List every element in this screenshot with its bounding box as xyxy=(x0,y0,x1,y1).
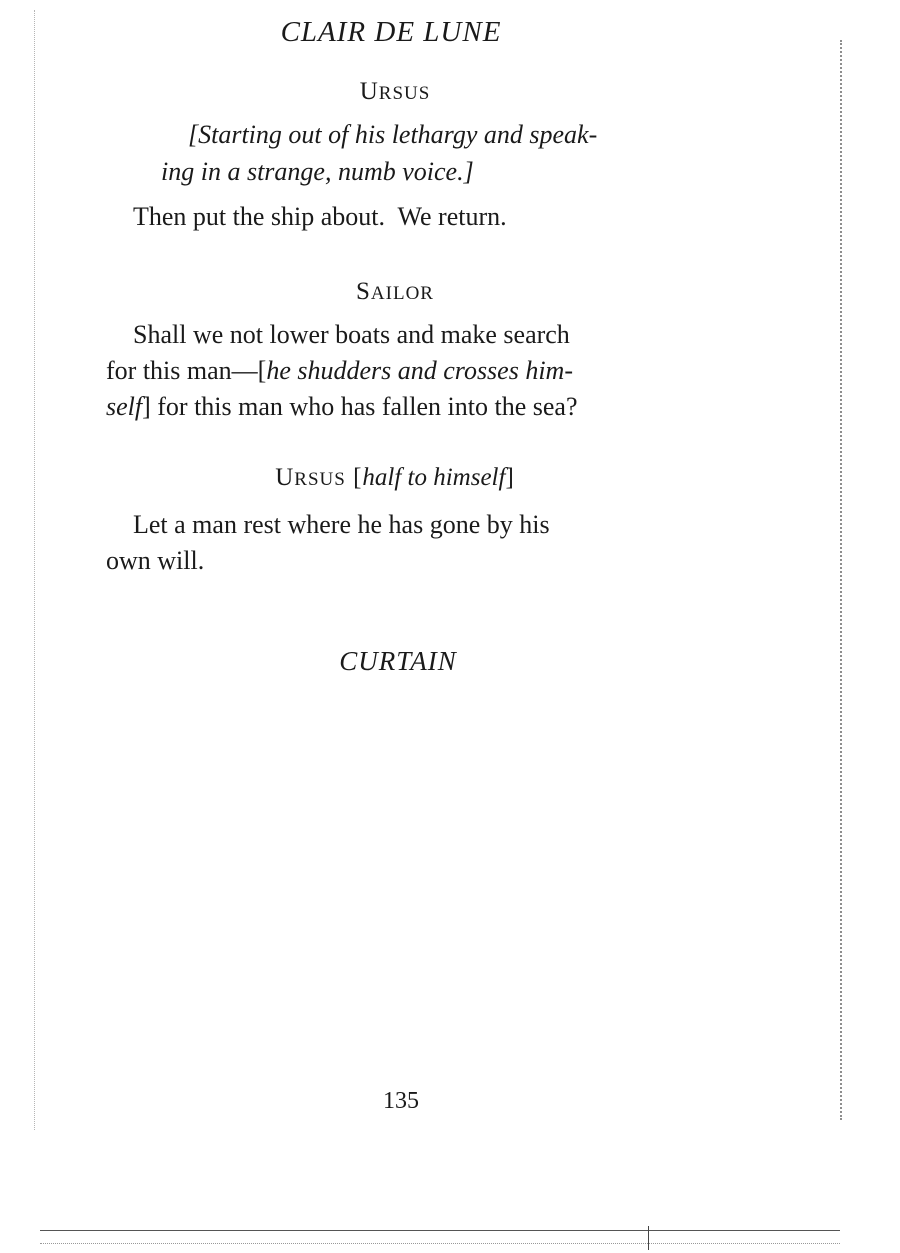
direction-bracket-close: ] xyxy=(505,464,515,491)
speaker-initial: U xyxy=(359,78,379,105)
scan-edge-right xyxy=(840,40,842,1120)
stage-direction-line-1: [Starting out of his lethargy and speak- xyxy=(188,120,598,149)
speaker-rest: AILOR xyxy=(370,283,434,304)
stage-direction-inline: self xyxy=(106,392,143,421)
scan-edge-bottom xyxy=(40,1230,840,1231)
speech-line: Shall we not lower boats and make search xyxy=(133,320,570,349)
direction-bracket-open: [ xyxy=(345,464,363,491)
stage-direction-line-2: ing in a strange, numb voice.] xyxy=(161,157,474,186)
running-header: CLAIR DE LUNE xyxy=(280,16,502,48)
speaker-rest: RSUS xyxy=(378,83,431,104)
speech-line xyxy=(106,356,573,386)
speaker-ursus xyxy=(0,78,790,106)
speech-roman: for this man—[ xyxy=(106,356,267,385)
speech-line: own will. xyxy=(106,546,205,575)
scan-edge-tick xyxy=(648,1226,649,1250)
speech-roman: ] for this man who has fallen into the sea? xyxy=(142,392,578,421)
speaker-initial: U xyxy=(275,464,295,491)
scan-edge-bottom-dotted xyxy=(40,1243,840,1244)
speech-line xyxy=(106,392,577,422)
speaker-rest: RSUS xyxy=(294,469,346,490)
speech-line: Let a man rest where he has gone by his xyxy=(133,510,550,539)
speech-line: Then put the ship about. We return. xyxy=(133,202,507,231)
speaker-ursus-aside xyxy=(0,464,790,492)
page-number: 135 xyxy=(383,1088,419,1114)
scan-edge-left xyxy=(34,10,35,1130)
stage-direction-inline: half to himself xyxy=(362,464,506,491)
stage-direction-inline: he shudders and crosses him- xyxy=(266,356,573,385)
speaker-sailor xyxy=(0,278,790,306)
speaker-initial: S xyxy=(356,278,371,305)
curtain-direction: CURTAIN xyxy=(339,646,457,676)
